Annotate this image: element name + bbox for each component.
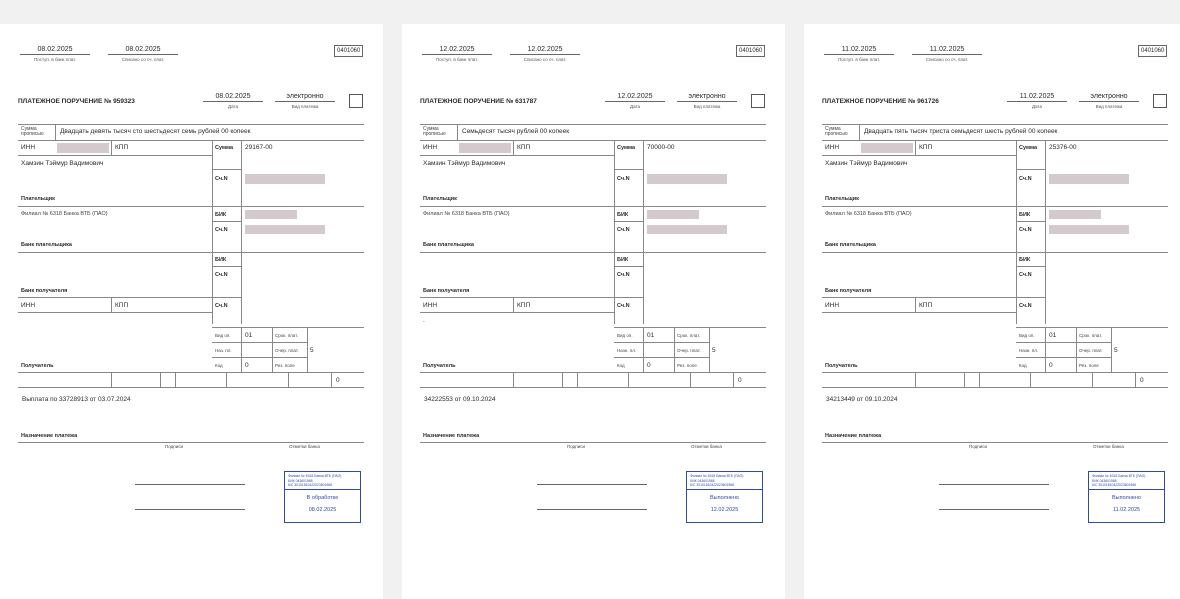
signatures-label: Подписи xyxy=(567,444,585,449)
recipient-label: Получатель xyxy=(423,363,456,369)
amount-words: Двадцать девять тысяч сто шестьдесят семь рублей 00 копеек xyxy=(60,128,251,135)
redacted-inn xyxy=(459,143,511,153)
kpp-label: КПП xyxy=(517,144,531,151)
vid-op-value: 01 xyxy=(647,332,655,339)
payment-order-page xyxy=(0,24,383,599)
signature-line-2 xyxy=(537,509,647,510)
srok-label: Срок. плат. xyxy=(1079,333,1103,338)
payer-bank-label: Банк плательщика xyxy=(21,242,72,248)
redacted-corr-account xyxy=(647,225,727,234)
payment-type-caption: Вид платежа xyxy=(693,104,721,109)
amount-words-label: Сумма прописью xyxy=(423,126,446,137)
inn-label: ИНН xyxy=(21,144,36,151)
date-received-caption: Поступ. в банк плат. xyxy=(34,57,76,62)
recipient-kpp-label: КПП xyxy=(517,302,531,309)
kod-value: 0 xyxy=(647,362,651,369)
amount-value: 70000-00 xyxy=(647,144,675,151)
okud-code: 0401060 xyxy=(334,45,363,57)
sum-label: Сумма xyxy=(215,145,234,151)
bank-stamp xyxy=(1088,471,1165,523)
bank-stamp xyxy=(686,471,763,523)
tax-field-value: 0 xyxy=(1140,377,1144,384)
redacted-payer-bik xyxy=(647,210,699,219)
kod-value: 0 xyxy=(245,362,249,369)
payment-purpose: 34213449 от 09.10.2024 xyxy=(826,396,898,403)
date-debited: 12.02.2025 xyxy=(510,46,580,55)
recipient-label: Получатель xyxy=(21,363,54,369)
account-label-recipient-bank: Сч.N xyxy=(617,272,630,278)
document-title: ПЛАТЕЖНОЕ ПОРУЧЕНИЕ № 959323 xyxy=(18,98,135,105)
ocher-label: Очер. плат. xyxy=(677,348,701,353)
vid-op-label: Вид оп. xyxy=(617,333,633,338)
recipient-kpp-label: КПП xyxy=(115,302,129,309)
sum-label: Сумма xyxy=(1019,145,1038,151)
status-checkbox xyxy=(751,94,765,108)
status-checkbox xyxy=(349,94,363,108)
document-date: 11.02.2025 xyxy=(1007,93,1067,102)
redacted-payer-account xyxy=(245,174,325,184)
account-label-recipient: Сч.N xyxy=(1019,303,1032,309)
redacted-corr-account xyxy=(1049,225,1129,234)
redacted-payer-bik xyxy=(1049,210,1101,219)
payment-type: электронно xyxy=(1079,93,1139,102)
kpp-label: КПП xyxy=(919,144,933,151)
kpp-label: КПП xyxy=(115,144,129,151)
signature-line-1 xyxy=(939,484,1049,485)
stamp-bank-name: Филиал № 6318 Банка ВТБ (ПАО) xyxy=(690,474,744,478)
stamp-date: 11.02.2025 xyxy=(1112,506,1141,513)
stamp-corr-account: К/С 30101810422023601968 xyxy=(1092,483,1137,487)
stamp-status: В обработке xyxy=(306,494,339,501)
recipient-text: . xyxy=(423,317,425,324)
stamp-corr-account: К/С 30101810422023601968 xyxy=(690,483,735,487)
stamp-status: Выполнено xyxy=(710,494,739,501)
account-label-payer-bank: Сч.N xyxy=(617,227,630,233)
ocher-value: 5 xyxy=(310,347,314,354)
bank-marks-label: Отметки банка xyxy=(691,444,722,449)
payment-type-caption: Вид платежа xyxy=(1095,104,1123,109)
signatures-label: Подписи xyxy=(969,444,987,449)
recipient-inn-label: ИНН xyxy=(825,302,840,309)
date-received-caption: Поступ. в банк плат. xyxy=(436,57,478,62)
payment-type: электронно xyxy=(275,93,335,102)
payment-type: электронно xyxy=(677,93,737,102)
signature-line-1 xyxy=(135,484,245,485)
payer-bank-label: Банк плательщика xyxy=(423,242,474,248)
vid-op-value: 01 xyxy=(245,332,253,339)
kod-value: 0 xyxy=(1049,362,1053,369)
date-received: 11.02.2025 xyxy=(824,46,894,55)
srok-label: Срок. плат. xyxy=(275,333,299,338)
stamp-bik: БИК 043601968 xyxy=(288,478,313,483)
account-label-recipient: Сч.N xyxy=(617,303,630,309)
kod-label: Код xyxy=(1019,363,1027,368)
document-date-caption: Дата xyxy=(1032,104,1042,109)
stamp-bank-name: Филиал № 6318 Банка ВТБ (ПАО) xyxy=(288,474,342,478)
rez-label: Рез. поле xyxy=(677,363,697,368)
date-debited: 11.02.2025 xyxy=(912,46,982,55)
ocher-label: Очер. плат. xyxy=(1079,348,1103,353)
payment-type-caption: Вид платежа xyxy=(291,104,319,109)
naz-label: Назн. пл. xyxy=(617,348,637,353)
document-date-caption: Дата xyxy=(630,104,640,109)
payer-name: Хамзин Тэймур Вадимович xyxy=(423,160,506,167)
recipient-bank-label: Банк получателя xyxy=(825,288,872,294)
stamp-status: Выполнено xyxy=(1112,494,1141,501)
ocher-label: Очер. плат. xyxy=(275,348,299,353)
account-label-recipient: Сч.N xyxy=(215,303,228,309)
payer-bank-name: Филиал № 6318 Банка ВТБ (ПАО) xyxy=(21,211,108,217)
naz-label: Наз. пл. xyxy=(215,348,232,353)
payment-purpose: Выплата по 33728913 от 03.07.2024 xyxy=(22,396,131,403)
account-label-payer-bank: Сч.N xyxy=(1019,227,1032,233)
amount-words-label: Сумма прописью xyxy=(21,126,44,137)
amount-value: 25376-00 xyxy=(1049,144,1077,151)
redacted-corr-account xyxy=(245,225,325,234)
payer-bank-name: Филиал № 6318 Банка ВТБ (ПАО) xyxy=(825,211,912,217)
redacted-inn xyxy=(861,143,913,153)
tax-field-value: 0 xyxy=(738,377,742,384)
purpose-label: Назначение платежа xyxy=(825,433,882,439)
payer-bank-label: Банк плательщика xyxy=(825,242,876,248)
date-received: 08.02.2025 xyxy=(20,46,90,55)
payment-order-page xyxy=(804,24,1180,599)
redacted-inn xyxy=(57,143,109,153)
date-received-caption: Поступ. в банк плат. xyxy=(838,57,880,62)
date-debited-caption: Списано со сч. плат. xyxy=(925,57,969,62)
ocher-value: 5 xyxy=(1114,347,1118,354)
account-label-payer: Сч.N xyxy=(1019,176,1032,182)
srok-label: Срок. плат. xyxy=(677,333,701,338)
date-debited-caption: Списано со сч. плат. xyxy=(121,57,165,62)
sum-label: Сумма xyxy=(617,145,636,151)
vid-op-label: Вид оп. xyxy=(1019,333,1035,338)
signature-line-2 xyxy=(939,509,1049,510)
stamp-corr-account: К/С 30101810422023601968 xyxy=(288,483,333,487)
redacted-payer-account xyxy=(1049,174,1129,184)
payment-purpose: 34222553 от 09.10.2024 xyxy=(424,396,496,403)
tax-field-value: 0 xyxy=(336,377,340,384)
inn-label: ИНН xyxy=(825,144,840,151)
account-label-payer-bank: Сч.N xyxy=(215,227,228,233)
bik-label-recipient: БИК xyxy=(1019,257,1031,263)
recipient-inn-label: ИНН xyxy=(21,302,36,309)
signature-line-2 xyxy=(135,509,245,510)
stamp-bik: БИК 043601968 xyxy=(1092,478,1117,483)
bik-label-payer: БИК xyxy=(1019,212,1031,218)
document-date: 08.02.2025 xyxy=(203,93,263,102)
signature-line-1 xyxy=(537,484,647,485)
payer-label: Плательщик xyxy=(423,196,457,202)
stamp-bank-name: Филиал № 6318 Банка ВТБ (ПАО) xyxy=(1092,474,1146,478)
inn-label: ИНН xyxy=(423,144,438,151)
redacted-payer-bik xyxy=(245,210,297,219)
bank-marks-label: Отметки банка xyxy=(289,444,320,449)
payer-bank-name: Филиал № 6318 Банка ВТБ (ПАО) xyxy=(423,211,510,217)
account-label-recipient-bank: Сч.N xyxy=(1019,272,1032,278)
stamp-date: 12.02.2025 xyxy=(710,506,739,513)
payer-name: Хамзин Тэймур Вадимович xyxy=(825,160,908,167)
document-date-caption: Дата xyxy=(228,104,238,109)
payment-order-page xyxy=(402,24,785,599)
payer-label: Плательщик xyxy=(21,196,55,202)
date-debited-caption: Списано со сч. плат. xyxy=(523,57,567,62)
purpose-label: Назначение платежа xyxy=(423,433,480,439)
stamp-date: 08.02.2025 xyxy=(308,506,337,513)
recipient-kpp-label: КПП xyxy=(919,302,933,309)
bik-label-payer: БИК xyxy=(215,212,227,218)
amount-value: 29167-00 xyxy=(245,144,273,151)
okud-code: 0401060 xyxy=(736,45,765,57)
account-label-recipient-bank: Сч.N xyxy=(215,272,228,278)
vid-op-label: Вид оп. xyxy=(215,333,231,338)
kod-label: Код xyxy=(215,363,223,368)
okud-code: 0401060 xyxy=(1138,45,1167,57)
bank-marks-label: Отметки банка xyxy=(1093,444,1124,449)
purpose-label: Назначение платежа xyxy=(21,433,78,439)
status-checkbox xyxy=(1153,94,1167,108)
date-received: 12.02.2025 xyxy=(422,46,492,55)
amount-words-label: Сумма прописью xyxy=(825,126,848,137)
naz-label: Назн. пл. xyxy=(1019,348,1039,353)
document-date: 12.02.2025 xyxy=(605,93,665,102)
recipient-inn-label: ИНН xyxy=(423,302,438,309)
amount-words: Семьдесят тысяч рублей 00 копеек xyxy=(462,128,570,135)
kod-label: Код xyxy=(617,363,625,368)
vid-op-value: 01 xyxy=(1049,332,1057,339)
signatures-label: Подписи xyxy=(165,444,183,449)
payer-label: Плательщик xyxy=(825,196,859,202)
document-title: ПЛАТЕЖНОЕ ПОРУЧЕНИЕ № 961726 xyxy=(822,98,939,105)
document-title: ПЛАТЕЖНОЕ ПОРУЧЕНИЕ № 631787 xyxy=(420,98,537,105)
account-label-payer: Сч.N xyxy=(617,176,630,182)
bik-label-recipient: БИК xyxy=(617,257,629,263)
recipient-bank-label: Банк получателя xyxy=(423,288,470,294)
rez-label: Рез. поле xyxy=(275,363,295,368)
bik-label-payer: БИК xyxy=(617,212,629,218)
date-debited: 08.02.2025 xyxy=(108,46,178,55)
account-label-payer: Сч.N xyxy=(215,176,228,182)
rez-label: Рез. поле xyxy=(1079,363,1099,368)
bank-stamp xyxy=(284,471,361,523)
stamp-bik: БИК 043601968 xyxy=(690,478,715,483)
payer-name: Хамзин Тэймур Вадимович xyxy=(21,160,104,167)
redacted-payer-account xyxy=(647,174,727,184)
bik-label-recipient: БИК xyxy=(215,257,227,263)
amount-words: Двадцать пять тысяч триста семьдесят шесть рублей 00 копеек xyxy=(864,128,1058,135)
recipient-bank-label: Банк получателя xyxy=(21,288,68,294)
ocher-value: 5 xyxy=(712,347,716,354)
recipient-label: Получатель xyxy=(825,363,858,369)
